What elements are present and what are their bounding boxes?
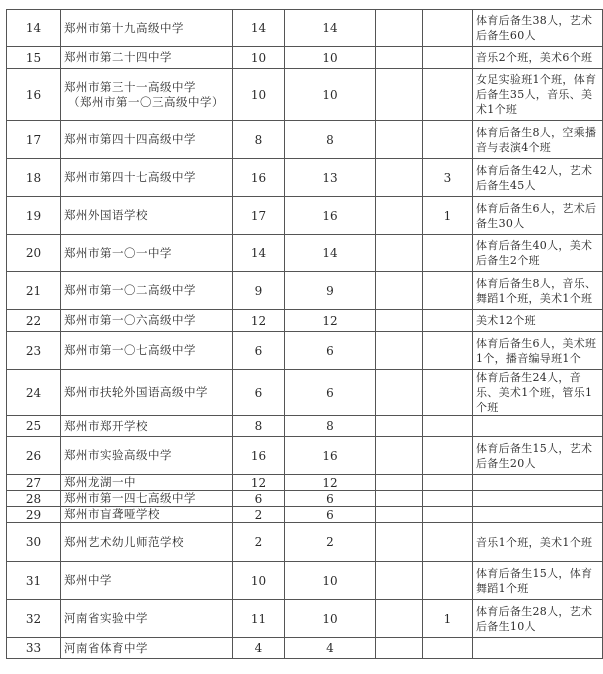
count-cell-2 xyxy=(376,272,423,310)
row-number-cell: 17 xyxy=(7,121,61,159)
count-cell-3 xyxy=(423,523,473,562)
school-name-cell: 郑州外国语学校 xyxy=(61,197,233,235)
note-cell: 体育后备生40人，美术后备生2个班 xyxy=(473,235,603,272)
count-cell-3 xyxy=(423,562,473,600)
count-cell-3 xyxy=(423,491,473,507)
note-cell: 体育后备生38人，艺术后备生60人 xyxy=(473,10,603,47)
count-cell-1: 10 xyxy=(285,562,376,600)
note-cell: 音乐2个班，美术6个班 xyxy=(473,47,603,69)
note-cell: 女足实验班1个班，体育后备生35人，音乐、美术1个班 xyxy=(473,69,603,121)
table-row xyxy=(7,507,603,523)
note-cell: 体育后备生15人，艺术后备生20人 xyxy=(473,437,603,475)
count-cell-1: 10 xyxy=(285,47,376,69)
table-row xyxy=(7,121,603,159)
plan-count-cell: 8 xyxy=(233,121,285,159)
row-number-cell: 31 xyxy=(7,562,61,600)
table-row xyxy=(7,197,603,235)
count-cell-3 xyxy=(423,332,473,370)
table-row xyxy=(7,600,603,638)
plan-count-cell: 6 xyxy=(233,491,285,507)
note-cell: 体育后备生28人，艺术后备生10人 xyxy=(473,600,603,638)
plan-count-cell: 9 xyxy=(233,272,285,310)
row-number-cell: 19 xyxy=(7,197,61,235)
row-number-cell: 21 xyxy=(7,272,61,310)
plan-count-cell: 8 xyxy=(233,416,285,437)
count-cell-3 xyxy=(423,437,473,475)
count-cell-2 xyxy=(376,235,423,272)
school-name-cell: 郑州市郑开学校 xyxy=(61,416,233,437)
school-name-cell: 郑州市第一四七高级中学 xyxy=(61,491,233,507)
count-cell-3 xyxy=(423,638,473,659)
count-cell-1: 9 xyxy=(285,272,376,310)
school-name-line: 郑州市第三十一高级中学 xyxy=(64,79,196,94)
count-cell-3: 1 xyxy=(423,600,473,638)
count-cell-3 xyxy=(423,121,473,159)
plan-count-cell: 4 xyxy=(233,638,285,659)
table-row xyxy=(7,475,603,491)
count-cell-2 xyxy=(376,600,423,638)
count-cell-3 xyxy=(423,370,473,416)
count-cell-3: 3 xyxy=(423,159,473,197)
school-name-cell: 郑州市第一〇六高级中学 xyxy=(61,310,233,332)
school-name-cell: 郑州市第四十四高级中学 xyxy=(61,121,233,159)
row-number-cell: 16 xyxy=(7,69,61,121)
count-cell-1: 6 xyxy=(285,491,376,507)
school-name-cell: 郑州市第十九高级中学 xyxy=(61,10,233,47)
row-number-cell: 32 xyxy=(7,600,61,638)
row-number-cell: 20 xyxy=(7,235,61,272)
count-cell-2 xyxy=(376,332,423,370)
plan-count-cell: 14 xyxy=(233,10,285,47)
table-row xyxy=(7,332,603,370)
row-number-cell: 30 xyxy=(7,523,61,562)
school-name-cell: 河南省实验中学 xyxy=(61,600,233,638)
count-cell-2 xyxy=(376,121,423,159)
table-row xyxy=(7,235,603,272)
table-row xyxy=(7,310,603,332)
table-row xyxy=(7,491,603,507)
table-row xyxy=(7,69,603,121)
count-cell-2 xyxy=(376,491,423,507)
count-cell-2 xyxy=(376,47,423,69)
count-cell-1: 12 xyxy=(285,310,376,332)
table-row xyxy=(7,638,603,659)
row-number-cell: 27 xyxy=(7,475,61,491)
school-name-cell: 郑州市第一〇一中学 xyxy=(61,235,233,272)
count-cell-1: 16 xyxy=(285,197,376,235)
count-cell-1: 12 xyxy=(285,475,376,491)
count-cell-1: 10 xyxy=(285,69,376,121)
count-cell-2 xyxy=(376,197,423,235)
table-row xyxy=(7,272,603,310)
count-cell-3 xyxy=(423,47,473,69)
row-number-cell: 23 xyxy=(7,332,61,370)
note-cell: 体育后备生15人，体育舞蹈1个班 xyxy=(473,562,603,600)
row-number-cell: 18 xyxy=(7,159,61,197)
count-cell-3 xyxy=(423,69,473,121)
row-number-cell: 14 xyxy=(7,10,61,47)
plan-count-cell: 11 xyxy=(233,600,285,638)
count-cell-2 xyxy=(376,416,423,437)
table-row xyxy=(7,159,603,197)
school-name-cell: 郑州市第一〇二高级中学 xyxy=(61,272,233,310)
row-number-cell: 29 xyxy=(7,507,61,523)
count-cell-3: 1 xyxy=(423,197,473,235)
count-cell-2 xyxy=(376,310,423,332)
note-cell xyxy=(473,416,603,437)
note-cell: 体育后备生24人，音乐、美术1个班，管乐1个班 xyxy=(473,370,603,416)
note-cell xyxy=(473,638,603,659)
plan-count-cell: 6 xyxy=(233,332,285,370)
count-cell-3 xyxy=(423,272,473,310)
table-row xyxy=(7,437,603,475)
count-cell-1: 16 xyxy=(285,437,376,475)
school-name-cell: 郑州市扶轮外国语高级中学 xyxy=(61,370,233,416)
note-cell: 体育后备生6人，美术班1个，播音编导班1个 xyxy=(473,332,603,370)
row-number-cell: 25 xyxy=(7,416,61,437)
row-number-cell: 26 xyxy=(7,437,61,475)
school-name-cell: 郑州市第二十四中学 xyxy=(61,47,233,69)
table-row xyxy=(7,370,603,416)
count-cell-1: 10 xyxy=(285,600,376,638)
count-cell-1: 2 xyxy=(285,523,376,562)
count-cell-1: 8 xyxy=(285,416,376,437)
note-cell: 音乐1个班，美术1个班 xyxy=(473,523,603,562)
count-cell-1: 6 xyxy=(285,370,376,416)
school-name-cell: 郑州市实验高级中学 xyxy=(61,437,233,475)
count-cell-3 xyxy=(423,416,473,437)
count-cell-3 xyxy=(423,475,473,491)
school-name-cell: 郑州市第四十七高级中学 xyxy=(61,159,233,197)
count-cell-2 xyxy=(376,475,423,491)
note-cell xyxy=(473,507,603,523)
plan-count-cell: 16 xyxy=(233,159,285,197)
school-name-cell: 河南省体育中学 xyxy=(61,638,233,659)
table-row xyxy=(7,10,603,47)
count-cell-2 xyxy=(376,562,423,600)
count-cell-2 xyxy=(376,507,423,523)
table-row xyxy=(7,523,603,562)
plan-count-cell: 16 xyxy=(233,437,285,475)
table-body xyxy=(7,10,603,659)
count-cell-3 xyxy=(423,507,473,523)
table-row xyxy=(7,416,603,437)
plan-count-cell: 10 xyxy=(233,69,285,121)
note-cell: 体育后备生42人，艺术后备生45人 xyxy=(473,159,603,197)
row-number-cell: 33 xyxy=(7,638,61,659)
school-name-cell: 郑州市盲聋哑学校 xyxy=(61,507,233,523)
count-cell-1: 4 xyxy=(285,638,376,659)
table-row xyxy=(7,562,603,600)
plan-count-cell: 2 xyxy=(233,507,285,523)
table-row xyxy=(7,47,603,69)
school-name-cell xyxy=(61,69,233,121)
school-name-cell: 郑州中学 xyxy=(61,562,233,600)
note-cell xyxy=(473,491,603,507)
count-cell-2 xyxy=(376,370,423,416)
school-name-cell: 郑州艺术幼儿师范学校 xyxy=(61,523,233,562)
count-cell-3 xyxy=(423,235,473,272)
note-cell: 体育后备生6人，艺术后备生30人 xyxy=(473,197,603,235)
note-cell: 体育后备生8人，音乐、舞蹈1个班，美术1个班 xyxy=(473,272,603,310)
count-cell-1: 14 xyxy=(285,235,376,272)
plan-count-cell: 12 xyxy=(233,475,285,491)
count-cell-1: 14 xyxy=(285,10,376,47)
row-number-cell: 28 xyxy=(7,491,61,507)
school-alt-name-line: （郑州市第一〇三高级中学） xyxy=(68,94,224,109)
note-cell: 美术12个班 xyxy=(473,310,603,332)
count-cell-1: 6 xyxy=(285,507,376,523)
plan-count-cell: 10 xyxy=(233,562,285,600)
plan-count-cell: 12 xyxy=(233,310,285,332)
school-name-cell: 郑州龙湖一中 xyxy=(61,475,233,491)
note-cell xyxy=(473,475,603,491)
plan-count-cell: 14 xyxy=(233,235,285,272)
enrollment-table xyxy=(6,9,603,659)
count-cell-2 xyxy=(376,638,423,659)
plan-count-cell: 17 xyxy=(233,197,285,235)
plan-count-cell: 6 xyxy=(233,370,285,416)
count-cell-2 xyxy=(376,69,423,121)
row-number-cell: 15 xyxy=(7,47,61,69)
count-cell-2 xyxy=(376,437,423,475)
school-name-cell: 郑州市第一〇七高级中学 xyxy=(61,332,233,370)
count-cell-3 xyxy=(423,310,473,332)
count-cell-2 xyxy=(376,159,423,197)
note-cell: 体育后备生8人，空乘播音与表演4个班 xyxy=(473,121,603,159)
plan-count-cell: 10 xyxy=(233,47,285,69)
count-cell-2 xyxy=(376,523,423,562)
plan-count-cell: 2 xyxy=(233,523,285,562)
row-number-cell: 24 xyxy=(7,370,61,416)
row-number-cell: 22 xyxy=(7,310,61,332)
count-cell-1: 13 xyxy=(285,159,376,197)
count-cell-3 xyxy=(423,10,473,47)
count-cell-1: 6 xyxy=(285,332,376,370)
count-cell-2 xyxy=(376,10,423,47)
count-cell-1: 8 xyxy=(285,121,376,159)
